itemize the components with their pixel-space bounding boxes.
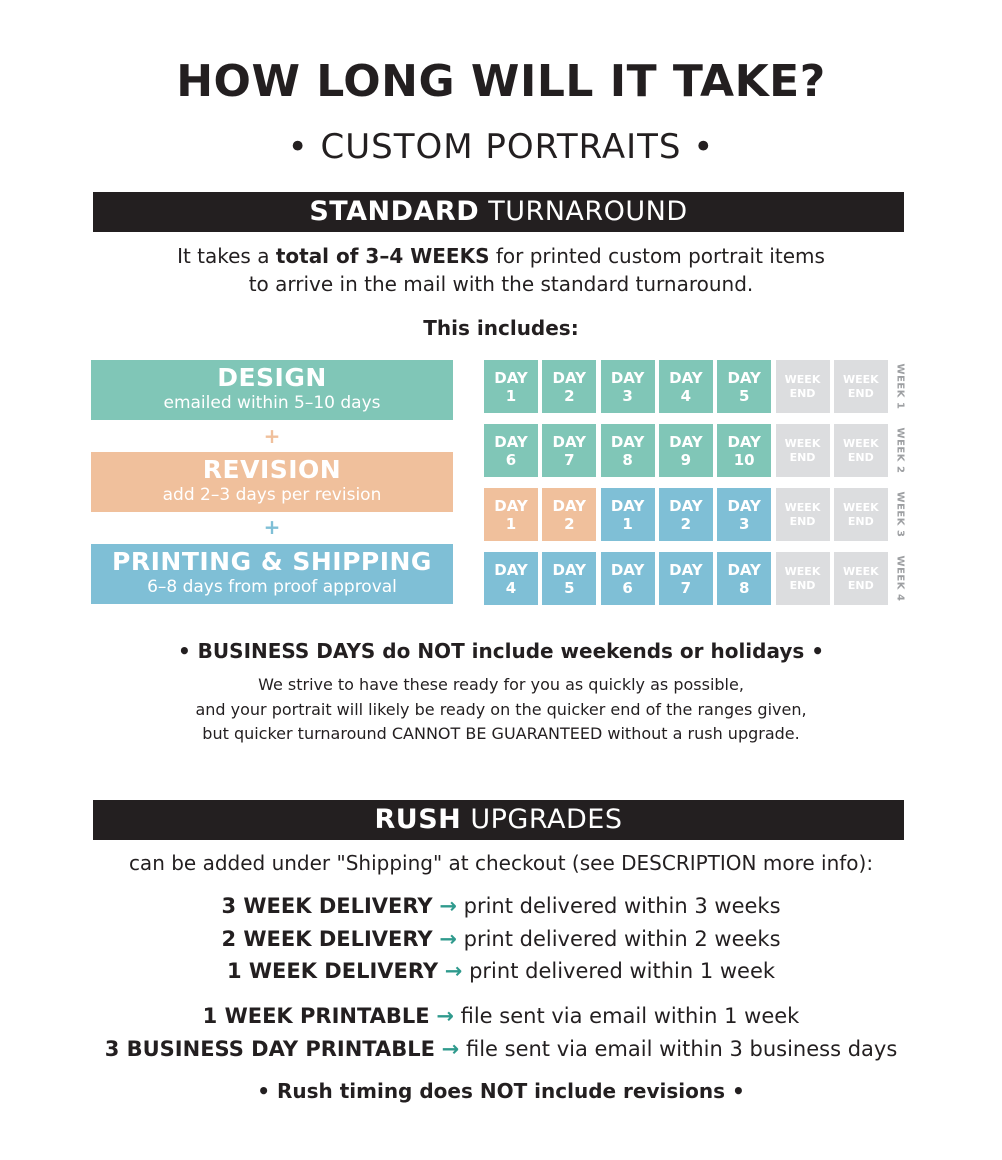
calendar-day-cell xyxy=(659,360,713,413)
cell-line-1: DAY xyxy=(494,496,528,515)
cell-line-1: DAY xyxy=(610,432,645,451)
calendar-weekend-cell xyxy=(834,488,888,541)
cell-line-1: WEEK xyxy=(842,372,879,386)
cell-line-1: DAY xyxy=(727,432,761,451)
stage-revision-name: REVISION xyxy=(202,455,342,484)
rush-option-3-week-delivery xyxy=(0,890,1002,922)
cell-line-1: WEEK xyxy=(784,564,821,578)
calendar-day-cell xyxy=(659,552,713,605)
rush-upgrades-heading xyxy=(93,800,904,840)
cell-line-1: DAY xyxy=(552,496,587,515)
calendar-day-cell xyxy=(717,552,771,605)
standard-intro-line-2: to arrive in the mail with the standard turnaround. xyxy=(248,272,754,296)
cell-line-2: 2 xyxy=(680,514,692,533)
page-subtitle: • CUSTOM PORTRAITS • xyxy=(287,127,715,167)
stage-revision xyxy=(91,452,453,512)
rush-option-desc: print delivered within 1 week xyxy=(469,959,776,983)
rush-option-1-week-printable xyxy=(0,1000,1002,1032)
cell-line-1: WEEK xyxy=(842,436,879,450)
cell-line-2: 6 xyxy=(622,578,633,597)
calendar-day-cell xyxy=(717,360,771,413)
rush-option-name: 1 WEEK PRINTABLE xyxy=(202,1004,430,1028)
cell-line-1: WEEK xyxy=(784,372,821,386)
cell-line-1: DAY xyxy=(552,368,587,387)
week-label-text: WEEK 1 xyxy=(894,363,906,410)
intro-text-c: for printed custom portrait items xyxy=(489,244,825,268)
note-line-1: We strive to have these ready for you as quickly as possible, xyxy=(258,675,744,694)
cell-line-2: 7 xyxy=(680,578,692,597)
cell-line-2: END xyxy=(847,386,874,400)
cell-line-1: DAY xyxy=(610,368,645,387)
arrow-right-icon: → xyxy=(436,1004,454,1028)
calendar-day-cell xyxy=(484,360,538,413)
rush-option-desc: file sent via email within 3 business days xyxy=(465,1037,898,1061)
calendar-day-cell xyxy=(484,488,538,541)
stage-printing-name: PRINTING & SHIPPING xyxy=(112,547,432,576)
arrow-right-icon: → xyxy=(439,927,457,951)
rush-option-name: 1 WEEK DELIVERY xyxy=(226,959,439,983)
rush-heading-bold: RUSH xyxy=(374,804,462,835)
rush-option-name: 3 WEEK DELIVERY xyxy=(221,894,433,918)
cell-line-1: DAY xyxy=(610,560,645,579)
cell-line-1: DAY xyxy=(669,496,703,515)
calendar-day-cell xyxy=(542,552,596,605)
cell-line-1: DAY xyxy=(610,496,645,515)
calendar-weekend-cell xyxy=(776,552,830,605)
cell-line-2: 2 xyxy=(564,514,575,533)
cell-line-1: DAY xyxy=(727,496,761,515)
calendar-weekend-cell xyxy=(834,552,888,605)
calendar-day-cell xyxy=(542,488,596,541)
calendar-weekend-cell xyxy=(834,360,888,413)
business-days-note: • BUSINESS DAYS do NOT include weekends or holidays • xyxy=(177,639,825,663)
cell-line-1: DAY xyxy=(494,560,528,579)
cell-line-2: 1 xyxy=(622,514,633,533)
calendar-day-cell xyxy=(542,424,596,477)
cell-line-2: 4 xyxy=(680,386,692,405)
cell-line-2: 3 xyxy=(738,514,750,533)
rush-option-3-business-day-printable xyxy=(0,1033,1002,1065)
rush-option-name: 3 BUSINESS DAY PRINTABLE xyxy=(104,1037,435,1061)
cell-line-1: DAY xyxy=(727,368,761,387)
week-label-text: WEEK 2 xyxy=(894,427,906,474)
rush-option-2-week-delivery xyxy=(0,923,1002,955)
cell-line-1: DAY xyxy=(727,560,761,579)
stage-printing-shipping xyxy=(91,544,453,604)
cell-line-1: WEEK xyxy=(842,564,879,578)
calendar-day-cell xyxy=(659,488,713,541)
rush-footer-note: • Rush timing does NOT include revisions • xyxy=(257,1079,745,1103)
week-label-text: WEEK 3 xyxy=(894,491,906,538)
week-label xyxy=(889,552,911,605)
cell-line-2: END xyxy=(847,578,874,592)
cell-line-1: WEEK xyxy=(842,500,879,514)
calendar-day-cell xyxy=(484,552,538,605)
cell-line-1: WEEK xyxy=(784,500,821,514)
cell-line-2: 10 xyxy=(733,450,755,469)
week-label xyxy=(889,488,911,541)
week-label-text: WEEK 4 xyxy=(894,555,906,602)
cell-line-2: END xyxy=(789,514,816,528)
calendar-day-cell xyxy=(659,424,713,477)
calendar-weekend-cell xyxy=(776,488,830,541)
week-label xyxy=(889,424,911,477)
cell-line-1: DAY xyxy=(669,560,703,579)
intro-text-bold: total of 3–4 WEEKS xyxy=(275,244,490,268)
cell-line-2: 7 xyxy=(564,450,575,469)
rush-heading-rest: UPGRADES xyxy=(461,804,623,835)
page-title: HOW LONG WILL IT TAKE? xyxy=(176,56,826,107)
plus-sign-1: + xyxy=(263,424,281,448)
calendar-day-cell xyxy=(601,552,655,605)
cell-line-2: 5 xyxy=(738,386,750,405)
stage-revision-desc: add 2–3 days per revision xyxy=(162,485,382,505)
arrow-right-icon: → xyxy=(439,894,457,918)
includes-label: This includes: xyxy=(423,316,579,340)
intro-text-a: It takes a xyxy=(177,244,276,268)
cell-line-1: DAY xyxy=(552,432,587,451)
cell-line-1: WEEK xyxy=(784,436,821,450)
calendar-day-cell xyxy=(484,424,538,477)
arrow-right-icon: → xyxy=(444,959,463,983)
calendar-day-cell xyxy=(717,488,771,541)
arrow-right-icon: → xyxy=(441,1037,460,1061)
stage-printing-desc: 6–8 days from proof approval xyxy=(147,577,397,597)
standard-heading-bold: STANDARD xyxy=(309,196,480,227)
calendar-weekend-cell xyxy=(834,424,888,477)
cell-line-2: 3 xyxy=(622,386,633,405)
rush-option-desc: print delivered within 2 weeks xyxy=(463,927,781,951)
note-line-2: and your portrait will likely be ready on the quicker end of the ranges given, xyxy=(195,700,807,719)
cell-line-2: 8 xyxy=(622,450,633,469)
cell-line-2: END xyxy=(847,450,874,464)
cell-line-1: DAY xyxy=(494,432,528,451)
calendar-weekend-cell xyxy=(776,424,830,477)
cell-line-2: 9 xyxy=(680,450,692,469)
calendar-day-cell xyxy=(601,488,655,541)
cell-line-2: 5 xyxy=(564,578,575,597)
week-label xyxy=(889,360,911,413)
cell-line-2: 1 xyxy=(505,386,517,405)
cell-line-2: 4 xyxy=(505,578,517,597)
cell-line-2: 2 xyxy=(564,386,575,405)
calendar-day-cell xyxy=(601,360,655,413)
cell-line-2: END xyxy=(789,578,816,592)
note-line-3: but quicker turnaround CANNOT BE GUARANTEED without a rush upgrade. xyxy=(202,724,800,743)
cell-line-2: END xyxy=(789,386,816,400)
calendar-weekend-cell xyxy=(776,360,830,413)
plus-sign-2: + xyxy=(263,515,281,539)
cell-line-2: 6 xyxy=(505,450,517,469)
calendar-day-cell xyxy=(717,424,771,477)
stage-design-desc: emailed within 5–10 days xyxy=(163,393,381,413)
standard-intro-line-1 xyxy=(0,242,1002,270)
cell-line-2: 1 xyxy=(505,514,517,533)
rush-option-desc: file sent via email within 1 week xyxy=(460,1004,800,1028)
cell-line-2: END xyxy=(789,450,816,464)
rush-intro: can be added under "Shipping" at checkout (see DESCRIPTION more info): xyxy=(128,851,874,875)
cell-line-2: 8 xyxy=(738,578,750,597)
rush-option-name: 2 WEEK DELIVERY xyxy=(221,927,433,951)
standard-heading-rest: TURNAROUND xyxy=(479,196,688,227)
cell-line-2: END xyxy=(847,514,874,528)
cell-line-1: DAY xyxy=(669,432,703,451)
cell-line-1: DAY xyxy=(552,560,587,579)
rush-option-desc: print delivered within 3 weeks xyxy=(463,894,781,918)
stage-design-name: DESIGN xyxy=(217,363,327,392)
calendar-day-cell xyxy=(542,360,596,413)
cell-line-1: DAY xyxy=(494,368,528,387)
rush-option-1-week-delivery xyxy=(0,955,1002,987)
standard-turnaround-heading xyxy=(93,192,904,232)
stage-design xyxy=(91,360,453,420)
calendar-day-cell xyxy=(601,424,655,477)
cell-line-1: DAY xyxy=(669,368,703,387)
